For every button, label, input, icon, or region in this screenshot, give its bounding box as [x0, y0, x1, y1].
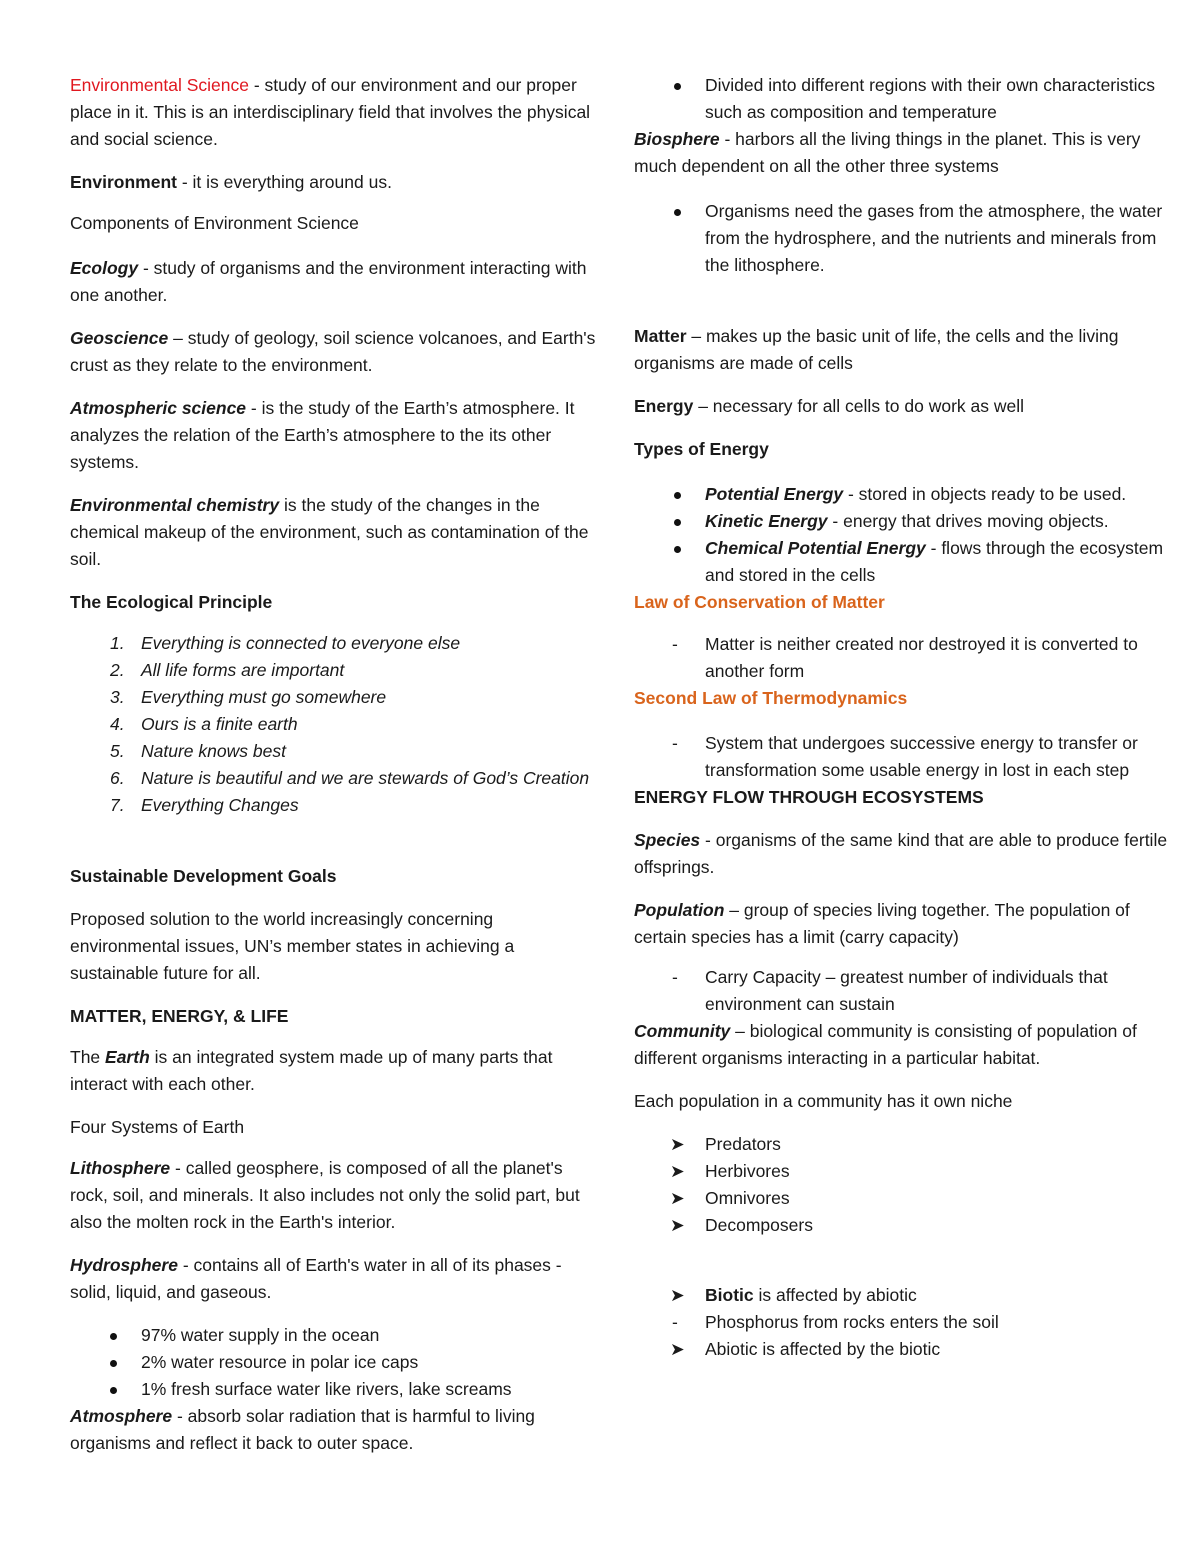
- list-item: Chemical Potential Energy - flows through the ecosystem and stored in the cells: [634, 535, 1169, 589]
- atmospheric-paragraph: Atmospheric science - is the study of the Earth’s atmosphere. It analyzes the relation of the Earth’s atmosphere to the its other systems.: [70, 398, 575, 472]
- eco-principle-heading: The Ecological Principle: [70, 592, 273, 612]
- list-item: 2% water resource in polar ice caps: [70, 1349, 602, 1376]
- four-systems-heading: Four Systems of Earth: [70, 1117, 245, 1137]
- list-item: 1. Everything is connected to everyone else: [110, 633, 461, 653]
- sdg-heading: Sustainable Development Goals: [70, 866, 337, 886]
- list-item: - System that undergoes successive energy to transfer or transformation some usable energy in lost in each step: [634, 730, 1169, 784]
- biotic-list: [634, 1282, 1169, 1363]
- energy-flow-heading: ENERGY FLOW THROUGH ECOSYSTEMS: [634, 787, 984, 807]
- list-item: 4. Ours is a finite earth: [110, 714, 298, 734]
- regions-list: [634, 72, 1169, 126]
- atmosphere-paragraph: Atmosphere - absorb solar radiation that is harmful to living organisms and reflect it back to outer space.: [70, 1406, 535, 1453]
- bullet-icon: [110, 1360, 117, 1367]
- env-chemistry-paragraph: Environmental chemistry is the study of the changes in the chemical makeup of the environment, such as contamination of the soil.: [70, 495, 589, 569]
- environment-paragraph: Environment - it is everything around us.: [70, 172, 392, 192]
- geoscience-paragraph: Geoscience – study of geology, soil science volcanoes, and Earth's crust as they relate to the environment.: [70, 328, 596, 375]
- law-conservation-list: [634, 631, 1169, 685]
- matter-paragraph: Matter – makes up the basic unit of life, the cells and the living organisms are made of cells: [634, 326, 1119, 373]
- bullet-icon: [110, 1333, 117, 1340]
- list-item: Kinetic Energy - energy that drives moving objects.: [634, 508, 1169, 535]
- second-law-list: [634, 730, 1169, 784]
- list-item: 6. Nature is beautiful and we are stewards of God’s Creation: [110, 768, 590, 788]
- bullet-icon: [674, 209, 681, 216]
- list-item: Organisms need the gases from the atmosphere, the water from the hydrosphere, and the nutrients and minerals from the lithosphere.: [634, 198, 1169, 279]
- list-item: ➤ Decomposers: [634, 1212, 1169, 1239]
- bullet-icon: [674, 492, 681, 499]
- arrow-icon: ➤: [670, 1285, 685, 1305]
- bullet-icon: [110, 1387, 117, 1394]
- community-paragraph: Community – biological community is consisting of population of different organisms interacting in a particular habitat.: [634, 1021, 1137, 1068]
- list-item: 97% water supply in the ocean: [70, 1322, 602, 1349]
- water-list: [70, 1322, 602, 1403]
- arrow-icon: ➤: [670, 1188, 685, 1208]
- list-item: - Carry Capacity – greatest number of individuals that environment can sustain: [634, 964, 1169, 1018]
- niche-paragraph: Each population in a community has it own niche: [634, 1091, 1013, 1111]
- list-item: ➤ Herbivores: [634, 1158, 1169, 1185]
- right-column: [634, 72, 1169, 1363]
- list-item: - Phosphorus from rocks enters the soil: [634, 1309, 1169, 1336]
- energy-types-list: [634, 481, 1169, 589]
- organisms-list: [634, 198, 1169, 279]
- list-item: 1% fresh surface water like rivers, lake screams: [70, 1376, 602, 1403]
- energy-paragraph: Energy – necessary for all cells to do work as well: [634, 396, 1025, 416]
- list-item: ➤ Omnivores: [634, 1185, 1169, 1212]
- bullet-icon: [674, 519, 681, 526]
- lithosphere-paragraph: Lithosphere - called geosphere, is composed of all the planet's rock, soil, and minerals. It also includes not only the solid part, but also the molten rock in the Earth's interior.: [70, 1158, 580, 1232]
- arrow-icon: ➤: [670, 1161, 685, 1181]
- list-item: 7. Everything Changes: [110, 795, 299, 815]
- bullet-icon: [674, 546, 681, 553]
- earth-paragraph: The Earth is an integrated system made up of many parts that interact with each other.: [70, 1047, 553, 1094]
- arrow-icon: ➤: [670, 1339, 685, 1359]
- list-item: ➤ Biotic is affected by abiotic: [634, 1282, 1169, 1309]
- dash-icon: -: [672, 634, 678, 654]
- dash-icon: -: [672, 733, 678, 753]
- list-item: ➤ Abiotic is affected by the biotic: [634, 1336, 1169, 1363]
- second-law-heading: Second Law of Thermodynamics: [634, 688, 908, 708]
- biosphere-paragraph: Biosphere - harbors all the living things in the planet. This is very much dependent on all the other three systems: [634, 129, 1141, 176]
- dash-icon: -: [672, 1312, 678, 1332]
- population-paragraph: Population – group of species living together. The population of certain species has a limit (carry capacity): [634, 900, 1130, 947]
- ecology-paragraph: Ecology - study of organisms and the environment interacting with one another.: [70, 258, 587, 305]
- components-heading: Components of Environment Science: [70, 213, 359, 233]
- sdg-paragraph: Proposed solution to the world increasingly concerning environmental issues, UN’s member states in achieving a sustainable future for all.: [70, 909, 515, 983]
- arrow-icon: ➤: [670, 1134, 685, 1154]
- species-paragraph: Species - organisms of the same kind that are able to produce fertile offsprings.: [634, 830, 1168, 877]
- list-item: ➤ Predators: [634, 1131, 1169, 1158]
- types-energy-heading: Types of Energy: [634, 439, 769, 459]
- dash-icon: -: [672, 967, 678, 987]
- carry-list: [634, 964, 1169, 1018]
- arrow-icon: ➤: [670, 1215, 685, 1235]
- hydrosphere-paragraph: Hydrosphere - contains all of Earth's water in all of its phases - solid, liquid, and gaseous.: [70, 1255, 562, 1302]
- env-science-paragraph: Environmental Science - study of our environment and our proper place in it. This is an interdisciplinary field that involves the physical and social science.: [70, 75, 591, 149]
- left-column: [70, 72, 602, 1457]
- bullet-icon: [674, 83, 681, 90]
- niche-list: [634, 1131, 1169, 1239]
- list-item: - Matter is neither created nor destroyed it is converted to another form: [634, 631, 1169, 685]
- law-conservation-heading: Law of Conservation of Matter: [634, 592, 885, 612]
- list-item: 5. Nature knows best: [110, 741, 286, 761]
- mel-heading: MATTER, ENERGY, & LIFE: [70, 1006, 289, 1026]
- list-item: Divided into different regions with their own characteristics such as composition and temperature: [634, 72, 1169, 126]
- list-item: 2. All life forms are important: [110, 660, 345, 680]
- list-item: Potential Energy - stored in objects ready to be used.: [634, 481, 1169, 508]
- list-item: 3. Everything must go somewhere: [110, 687, 387, 707]
- eco-principles-list: [70, 630, 602, 819]
